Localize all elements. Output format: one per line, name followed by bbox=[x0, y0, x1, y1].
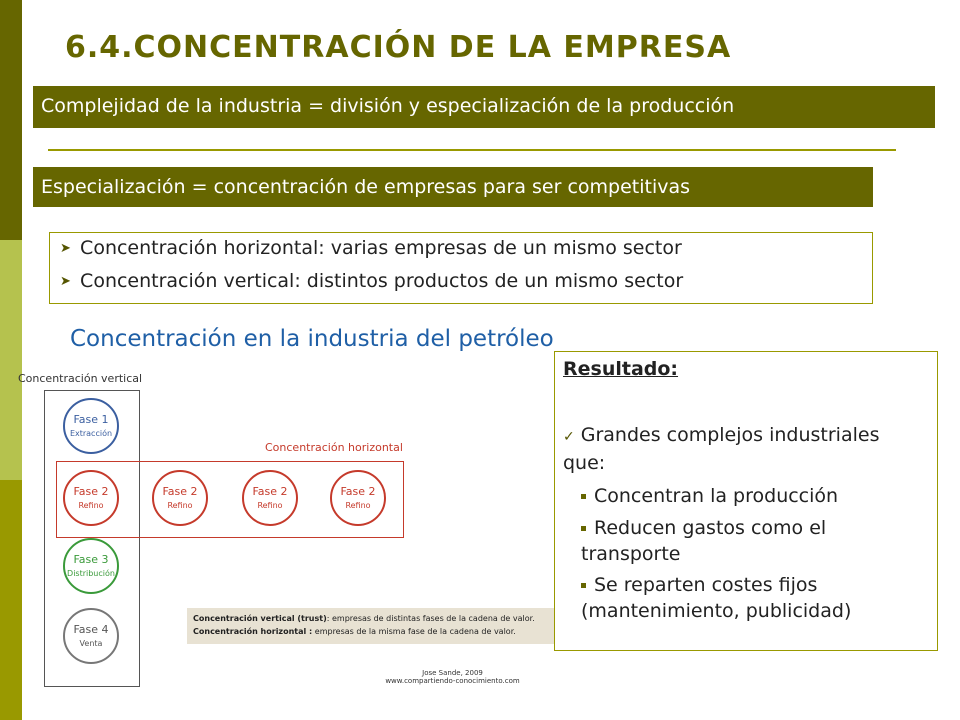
concept-text: Concentración vertical: distintos productos de un mismo sector bbox=[80, 270, 684, 292]
square-bullet-icon bbox=[581, 583, 586, 588]
legend-vertical bbox=[193, 612, 549, 625]
phase-circle bbox=[152, 470, 208, 526]
phase-circle bbox=[63, 608, 119, 664]
specialization-bar: Especialización = concentración de empresas para ser competitivas bbox=[33, 167, 873, 207]
phase-name: Fase 4 bbox=[73, 623, 109, 636]
left-strip-dark bbox=[0, 0, 22, 240]
phase-circle bbox=[63, 538, 119, 594]
phase-name: Fase 2 bbox=[252, 485, 288, 498]
legend-vertical-term: Concentración vertical (trust) bbox=[193, 614, 327, 623]
phase-sub: Distribución bbox=[67, 569, 115, 578]
industry-complexity-bar: Complejidad de la industria = división y especialización de la producción bbox=[33, 86, 935, 128]
phase-name: Fase 2 bbox=[73, 485, 109, 498]
legend-vertical-desc: : empresas de distintas fases de la cadena de valor. bbox=[326, 614, 535, 623]
result-intro-text: Grandes complejos industriales que: bbox=[563, 424, 880, 474]
credit-author: Jose Sande, 2009 bbox=[422, 669, 483, 677]
legend-horizontal-desc: empresas de la misma fase de la cadena de valor. bbox=[312, 627, 516, 636]
credit-url: www.compartiendo-conocimiento.com bbox=[385, 677, 520, 685]
result-intro bbox=[563, 422, 923, 476]
phase-name: Fase 3 bbox=[73, 553, 109, 566]
result-item-text: Se reparten costes fijos (mantenimiento, publicidad) bbox=[581, 574, 852, 622]
slide-title: 6.4.CONCENTRACIÓN DE LA EMPRESA bbox=[65, 30, 732, 65]
result-item-text: Reducen gastos como el transporte bbox=[581, 517, 827, 565]
phase-name: Fase 2 bbox=[340, 485, 376, 498]
legend-horizontal-term: Concentración horizontal : bbox=[193, 627, 313, 636]
concept-item bbox=[60, 270, 683, 292]
square-bullet-icon bbox=[581, 526, 586, 531]
phase-circle bbox=[330, 470, 386, 526]
square-bullet-icon bbox=[581, 494, 586, 499]
concept-text: Concentración horizontal: varias empresas de un mismo sector bbox=[80, 237, 682, 259]
phase-sub: Extracción bbox=[69, 429, 113, 438]
left-strip-light bbox=[0, 480, 22, 720]
phase-name: Fase 1 bbox=[73, 413, 109, 426]
result-title: Resultado: bbox=[563, 358, 679, 380]
vertical-label: Concentración vertical bbox=[18, 372, 143, 385]
diagram-legend bbox=[187, 608, 555, 644]
result-box bbox=[554, 351, 938, 651]
legend-horizontal bbox=[193, 625, 549, 638]
phase-circle bbox=[63, 470, 119, 526]
phase-circle bbox=[242, 470, 298, 526]
diagram-title: Concentración en la industria del petróleo bbox=[70, 326, 554, 352]
concept-item bbox=[60, 237, 682, 259]
left-strip-mid bbox=[0, 240, 22, 480]
arrow-bullet-icon: ➤ bbox=[60, 241, 71, 256]
result-item bbox=[581, 572, 931, 624]
phase-sub: Refino bbox=[257, 501, 283, 510]
horizontal-label: Concentración horizontal bbox=[265, 441, 403, 454]
phase-sub: Refino bbox=[167, 501, 193, 510]
result-item bbox=[581, 515, 921, 567]
phase-sub: Refino bbox=[345, 501, 371, 510]
divider-line bbox=[48, 149, 896, 151]
diagram-credit bbox=[350, 669, 555, 685]
phase-sub: Venta bbox=[79, 639, 103, 648]
result-item bbox=[581, 483, 921, 509]
phase-sub: Refino bbox=[78, 501, 104, 510]
checkmark-icon: ✓ bbox=[563, 429, 575, 445]
arrow-bullet-icon: ➤ bbox=[60, 274, 71, 289]
phase-name: Fase 2 bbox=[162, 485, 198, 498]
phase-circle bbox=[63, 398, 119, 454]
oil-industry-diagram bbox=[18, 316, 555, 698]
result-item-text: Concentran la producción bbox=[594, 485, 839, 507]
concept-box bbox=[49, 232, 873, 304]
